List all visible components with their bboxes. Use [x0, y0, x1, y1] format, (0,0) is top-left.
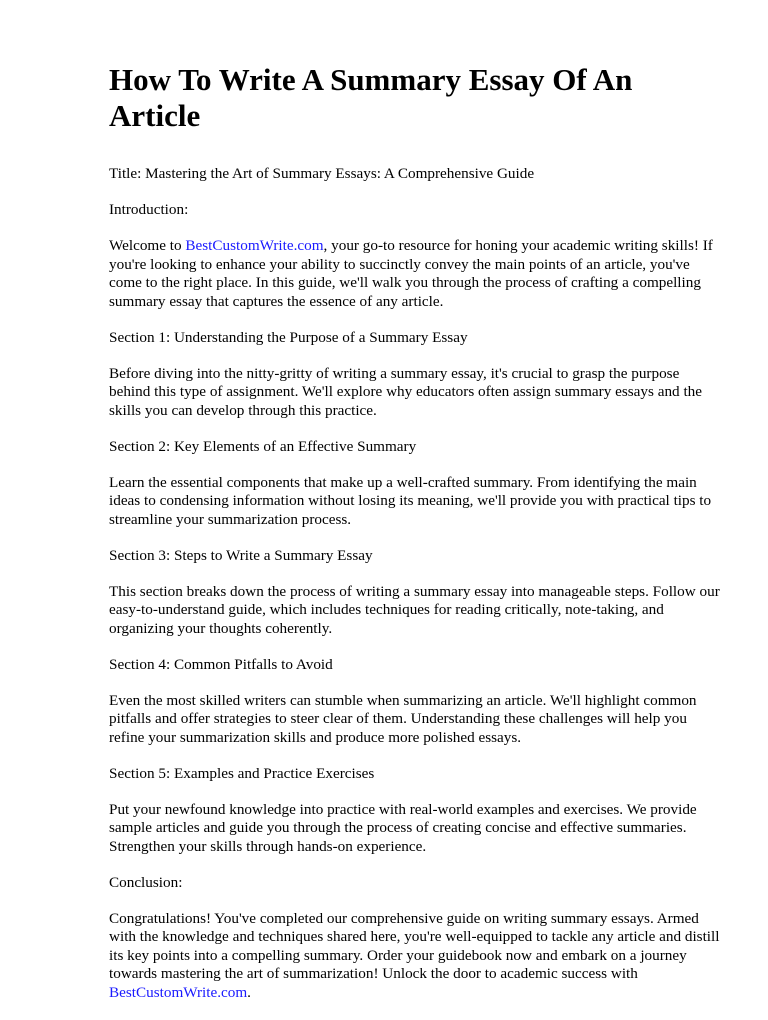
section-3-heading: Section 3: Steps to Write a Summary Essay: [109, 546, 373, 564]
intro-text-start: Welcome to: [109, 237, 186, 254]
section-4-heading: Section 4: Common Pitfalls to Avoid: [109, 655, 333, 673]
section-4-body: Even the most skilled writers can stumble when summarizing an article. We'll highlight common pitfalls and offer strategies to steer clear of them. Understanding these challenges will help you refine your summarization skills and produce more polished essays.: [109, 691, 697, 746]
intro-site-link[interactable]: BestCustomWrite.com: [185, 237, 324, 254]
section-2-body: Learn the essential components that make up a well-crafted summary. From identifying the main ideas to condensing information without losing its meaning, we'll provide you with practical tips to streamline your summarization process.: [109, 473, 712, 528]
section-1-body: Before diving into the nitty-gritty of writing a summary essay, it's crucial to grasp the purpose behind this type of assignment. We'll explore why educators often assign summary essays and the skills you can develop through this practice.: [109, 364, 703, 419]
conclusion-text: Congratulations! You've completed our comprehensive guide on writing summary essays. Armed with the knowledge and techniques shared here, you're well-equipped to tackle any article and distill its key points into a compelling summary. Order your guidebook now and embark on a journey towards mastering the art of summarization! Unlock the door to academic success with: [109, 909, 720, 982]
conclusion-paragraph: [109, 910, 721, 1003]
document-subtitle: Title: Mastering the Art of Summary Essays: A Comprehensive Guide: [109, 165, 535, 182]
intro-paragraph: [109, 237, 721, 311]
section-2-heading: Section 2: Key Elements of an Effective Summary: [109, 437, 417, 455]
section-5-heading: Section 5: Examples and Practice Exercises: [109, 764, 375, 782]
conclusion-heading: Conclusion:: [109, 873, 183, 891]
conclusion-site-link[interactable]: BestCustomWrite.com: [109, 983, 248, 1001]
section-1-heading: Section 1: Understanding the Purpose of a Summary Essay: [109, 328, 468, 346]
intro-heading: Introduction:: [109, 201, 189, 218]
intro-text-rest: , your go-to resource for honing your academic writing skills! If you're looking to enhance your ability to succinctly convey the main points of an article, you've come to the right place. In this guide, we'll walk you through the process of crafting a compelling summary essay that captures the essence of any article.: [109, 237, 713, 310]
section-3-body: This section breaks down the process of writing a summary essay into manageable steps. Follow our easy-to-understand guide, which includes techniques for reading critically, note-taking, and organizing your thoughts coherently.: [109, 582, 720, 637]
document-page: [109, 62, 721, 1020]
conclusion-period: .: [247, 983, 251, 1001]
document-title: How To Write A Summary Essay Of An Article: [109, 62, 633, 133]
section-5-body: Put your newfound knowledge into practice with real-world examples and exercises. We provide sample articles and guide you through the process of creating concise and effective summaries. Strengthen your skills through hands-on experience.: [109, 800, 697, 855]
